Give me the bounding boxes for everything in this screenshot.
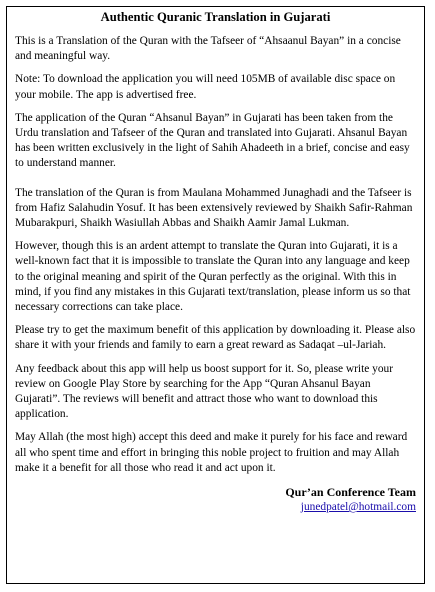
paragraph-share: Please try to get the maximum benefit of this application by downloading it. Please also share it with your friends and family to earn a great reward as Sadaqat –ul-Jariah. [15,324,416,352]
document-frame [6,6,425,584]
paragraph-note: Note: To download the application you will need 105MB of available disc space on your mobile. The app is advertised free. [15,73,396,101]
paragraph-prayer: May Allah (the most high) accept this deed and make it purely for his face and reward all who spent time and effort in bringing this noble project to fruition and may Allah make it a benefit for all those who read it and act upon it. [15,431,408,474]
document-title: Authentic Quranic Translation in Gujarati [100,10,331,24]
email-link[interactable]: junedpatel@hotmail.com [300,501,416,514]
email-line [15,500,416,515]
paragraph-disclaimer: However, though this is an ardent attempt to translate the Quran into Gujarati, it is a well-known fact that it is impossible to translate the Quran into any language and keep to the original meaning and spirit of the Quran perfectly as the original. With this in mind, if you find any mistakes in this Gujarati text/translation, please inform us so that necessary corrections can take place. [15,240,411,314]
signature: Qur’an Conference Team [285,485,416,500]
paragraph-application: The application of the Quran “Ahsanul Bayan” in Gujarati has been taken from the Urdu translation and Tafseer of the Quran and translated into Gujarati. Ahsanul Bayan has been written exclusively in the light of Sahih Ahadeeth in a brief, concise and easy to understand manner. [15,111,410,170]
paragraph-intro: This is a Translation of the Quran with the Tafseer of “Ahsaanul Bayan” in a concise and meaningful way. [15,35,401,63]
paragraph-translation-source: The translation of the Quran is from Maulana Mohammed Junaghadi and the Tafseer is from Hafiz Salahudin Yosuf. It has been extensively reviewed by Shaikh Safir-Rahman Mubarakpuri, Shaikh Wasiullah Abbas and Shaikh Aamir Jamal Lukman. [15,186,413,230]
paragraph-feedback: Any feedback about this app will help us boost support for it. So, please write your review on Google Play Store by searching for the App “Quran Ahsanul Bayan Gujarati”. The reviews will benefit and attract those who want to download this application. [15,362,394,421]
